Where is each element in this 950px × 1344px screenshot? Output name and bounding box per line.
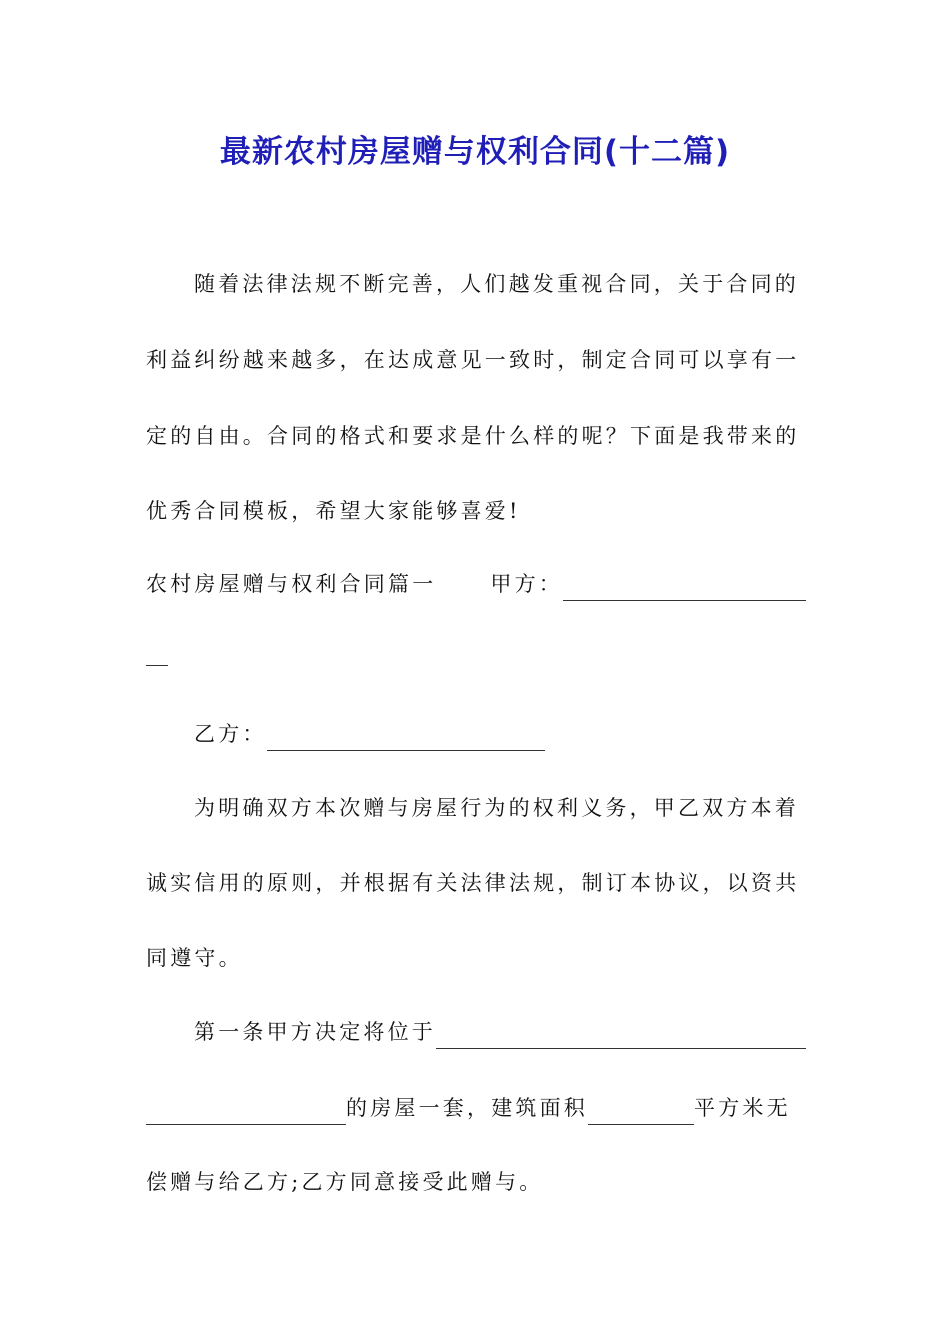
party-a-blank-continued[interactable] bbox=[146, 643, 168, 666]
purpose-line-3: 同遵守。 bbox=[146, 946, 243, 970]
article1-row-3: 偿赠与给乙方;乙方同意接受此赠与。 bbox=[146, 1170, 544, 1194]
party-b-blank[interactable] bbox=[267, 728, 545, 751]
party-a-blank-continued-row bbox=[146, 642, 806, 676]
intro-line-1: 随着法律法规不断完善，人们越发重视合同，关于合同的 bbox=[194, 272, 799, 296]
article1-row-1 bbox=[194, 1015, 806, 1049]
purpose-line-1: 为明确双方本次赠与房屋行为的权利义务，甲乙双方本着 bbox=[194, 796, 799, 820]
party-b-label: 乙方： bbox=[194, 722, 267, 746]
article1-tail: 平方米无 bbox=[694, 1096, 791, 1120]
article1-row-2 bbox=[146, 1091, 806, 1125]
section-heading: 农村房屋赠与权利合同篇一 bbox=[146, 572, 437, 596]
party-a-label: 甲方： bbox=[490, 572, 564, 596]
article1-area-blank[interactable] bbox=[588, 1102, 694, 1125]
party-a-blank[interactable] bbox=[563, 578, 806, 601]
article1-location-blank[interactable] bbox=[436, 1026, 806, 1049]
party-b-row bbox=[194, 717, 806, 751]
intro-line-3: 定的自由。合同的格式和要求是什么样的呢？下面是我带来的 bbox=[146, 424, 800, 448]
purpose-line-2: 诚实信用的原则，并根据有关法律法规，制订本协议，以资共 bbox=[146, 871, 800, 895]
article1-lead: 第一条甲方决定将位于 bbox=[194, 1020, 436, 1044]
article1-location-blank-continued[interactable] bbox=[146, 1102, 346, 1125]
document-title: 最新农村房屋赠与权利合同(十二篇) bbox=[219, 134, 731, 170]
article1-mid: 的房屋一套，建筑面积 bbox=[346, 1096, 588, 1120]
section-heading-row bbox=[146, 567, 806, 601]
intro-line-2: 利益纠纷越来越多，在达成意见一致时，制定合同可以享有一 bbox=[146, 348, 800, 372]
intro-line-4: 优秀合同模板，希望大家能够喜爱! bbox=[146, 499, 521, 523]
